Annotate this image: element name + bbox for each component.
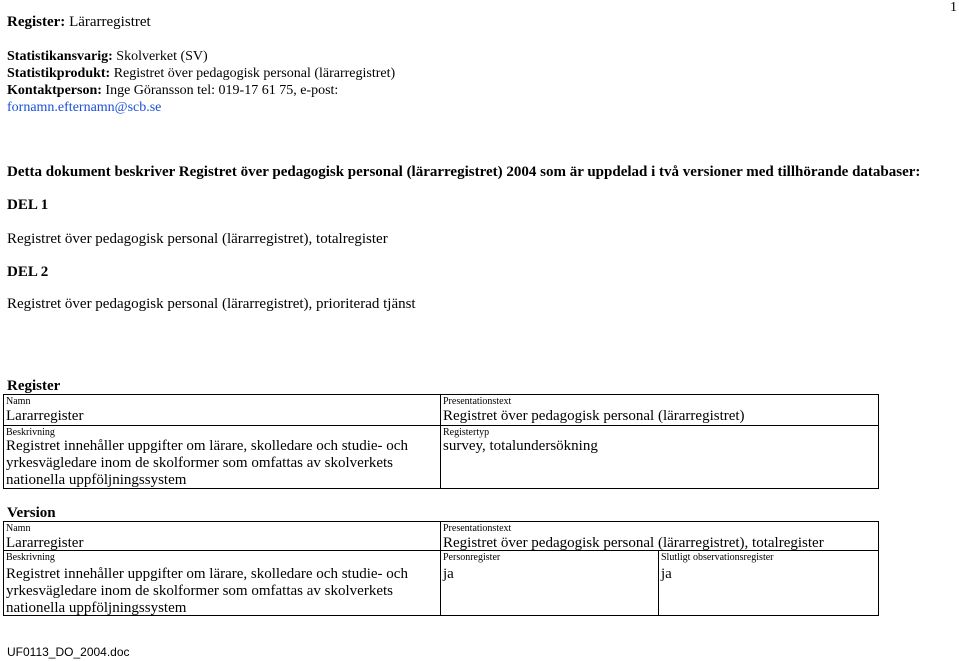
register-beskrivning-label: Beskrivning (6, 427, 55, 438)
register-label: Register: (7, 14, 66, 30)
statistikprodukt-label: Statistikprodukt: (7, 66, 111, 81)
personregister-value: ja (443, 566, 454, 582)
register-presentationstext-value: Registret över pedagogisk personal (lärarregistret) (443, 408, 745, 424)
statistikansvarig-value: Skolverket (SV) (116, 49, 208, 64)
kontaktperson-label: Kontaktperson: (7, 83, 102, 98)
version-beskrivning-label: Beskrivning (6, 552, 55, 563)
register-namn-label: Namn (6, 396, 31, 407)
version-presentationstext-value: Registret över pedagogisk personal (lärarregistret), totalregister (443, 535, 824, 551)
personregister-label: Personregister (443, 552, 501, 563)
del1-text: Registret över pedagogisk personal (lärarregistret), totalregister (7, 231, 388, 247)
register-section-title: Register (7, 378, 61, 394)
register-table-divider (440, 394, 441, 489)
registertyp-value: survey, totalundersökning (443, 438, 598, 454)
register-table-row-divider (3, 425, 879, 426)
register-presentationstext-label: Presentationstext (443, 396, 512, 407)
statistikansvarig-line (7, 49, 208, 65)
footer-filename: UF0113_DO_2004.doc (7, 645, 130, 659)
slutligt-observationsregister-value: ja (661, 566, 672, 582)
version-table-subdivider (658, 550, 659, 616)
page-number: 1 (950, 0, 957, 15)
del2-text: Registret över pedagogisk personal (lärarregistret), prioriterad tjänst (7, 296, 416, 312)
version-table-divider (440, 521, 441, 616)
statistikansvarig-label: Statistikansvarig: (7, 49, 113, 64)
statistikprodukt-value: Registret över pedagogisk personal (lärarregistret) (113, 66, 396, 81)
del1-heading: DEL 1 (7, 197, 49, 213)
statistikprodukt-line (7, 66, 395, 82)
registertyp-label: Registertyp (443, 427, 490, 438)
kontaktperson-line (7, 83, 338, 99)
version-namn-value: Lararregister (6, 535, 84, 551)
email-link[interactable]: fornamn.efternamn@scb.se (7, 100, 162, 115)
register-value: Lärarregistret (69, 14, 151, 30)
register-beskrivning-value: Registret innehåller uppgifter om lärare, skolledare och studie- och yrkesvägledare inom de skolformer som omfattas av skolverkets nationella uppföljningssystem (6, 438, 408, 488)
kontaktperson-value: Inge Göransson tel: 019-17 61 75, e-post: (105, 83, 339, 98)
register-namn-value: Lararregister (6, 408, 84, 424)
intro-text: Detta dokument beskriver Registret över pedagogisk personal (lärarregistret) 2004 som är uppdelad i två versioner med tillhörande databaser: (7, 164, 921, 180)
version-section-title: Version (7, 505, 56, 521)
del2-heading: DEL 2 (7, 264, 49, 280)
version-presentationstext-label: Presentationstext (443, 523, 512, 534)
version-namn-label: Namn (6, 523, 31, 534)
slutligt-observationsregister-label: Slutligt observationsregister (661, 552, 774, 563)
register-title (7, 14, 151, 31)
version-beskrivning-value: Registret innehåller uppgifter om lärare, skolledare och studie- och yrkesvägledare inom de skolformer som omfattas av skolverkets nationella uppföljningssystem (6, 566, 408, 616)
